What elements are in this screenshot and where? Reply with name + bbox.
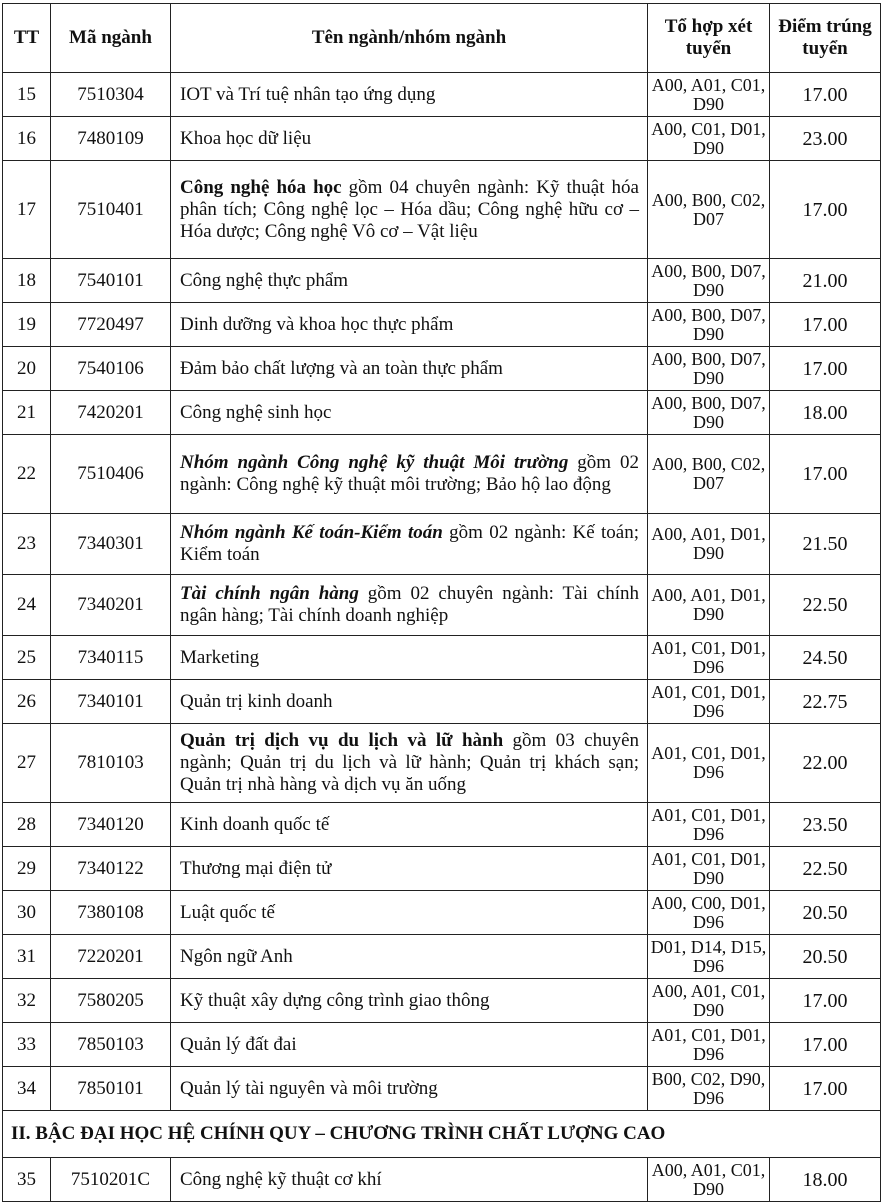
table-row [3,847,881,891]
row-score: 21.00 [770,259,881,303]
row-name [171,435,648,514]
row-combo: A00, B00, D07, D90 [648,259,770,303]
row-code: 7540106 [51,347,171,391]
row-code: 7340301 [51,514,171,575]
row-code: 7720497 [51,303,171,347]
row-combo: A01, C01, D01, D96 [648,636,770,680]
row-code: 7510304 [51,73,171,117]
row-tt: 25 [3,636,51,680]
row-combo: A01, C01, D01, D96 [648,1023,770,1067]
row-combo: A01, C01, D01, D96 [648,680,770,724]
row-score: 17.00 [770,347,881,391]
row-name: Kinh doanh quốc tế [171,803,648,847]
row-code: 7340120 [51,803,171,847]
row-code: 7340122 [51,847,171,891]
table-row [3,514,881,575]
row-name-bold: Công nghệ hóa học [180,176,342,198]
row-score: 17.00 [770,73,881,117]
row-combo: A00, C00, D01, D96 [648,891,770,935]
row-name: IOT và Trí tuệ nhân tạo ứng dụng [171,73,648,117]
table-row [3,803,881,847]
row-combo: A00, B00, C02, D07 [648,161,770,259]
row-name-bold: Nhóm ngành Kế toán-Kiểm toán [180,522,443,543]
row-tt: 28 [3,803,51,847]
row-score: 22.50 [770,575,881,636]
row-name: Công nghệ thực phẩm [171,259,648,303]
table-row [3,259,881,303]
row-score: 23.50 [770,803,881,847]
row-name: Kỹ thuật xây dựng công trình giao thông [171,979,648,1023]
row-name: Luật quốc tế [171,891,648,935]
row-combo: A00, A01, C01, D90 [648,979,770,1023]
row-score: 23.00 [770,117,881,161]
row-tt: 20 [3,347,51,391]
row-code: 7340201 [51,575,171,636]
row-combo: A00, B00, C02, D07 [648,435,770,514]
row-score: 17.00 [770,161,881,259]
row-tt: 30 [3,891,51,935]
row-tt: 35 [3,1158,51,1202]
section-row [3,1111,881,1158]
row-score: 17.00 [770,303,881,347]
row-score: 17.00 [770,1067,881,1111]
row-code: 7850103 [51,1023,171,1067]
row-name-bold: Nhóm ngành Công nghệ kỹ thuật Môi trường [180,452,569,473]
row-tt: 24 [3,575,51,636]
table-row [3,347,881,391]
row-score: 17.00 [770,435,881,514]
header-row [3,4,881,73]
table-row [3,680,881,724]
row-name-rest: gồm 03 chuyên ngành; Quản trị du lịch và lữ hành; Quản trị khách sạn; Quản trị nhà hàng và dịch vụ ăn uống [180,730,640,795]
row-tt: 29 [3,847,51,891]
section-title: II. BẬC ĐẠI HỌC HỆ CHÍNH QUY – CHƯƠNG TRÌNH CHẤT LƯỢNG CAO [3,1111,881,1158]
row-combo: A01, C01, D01, D90 [648,847,770,891]
row-score: 20.50 [770,891,881,935]
row-tt: 34 [3,1067,51,1111]
row-score: 18.00 [770,391,881,435]
header-tt: TT [3,4,51,73]
row-tt: 19 [3,303,51,347]
row-name [171,724,648,803]
row-tt: 31 [3,935,51,979]
row-name: Công nghệ kỹ thuật cơ khí [171,1158,648,1202]
row-code: 7510401 [51,161,171,259]
row-combo: A00, A01, C01, D90 [648,73,770,117]
header-code: Mã ngành [51,4,171,73]
row-combo: A00, A01, C01, D90 [648,1158,770,1202]
row-code: 7380108 [51,891,171,935]
row-tt: 27 [3,724,51,803]
row-name: Dinh dưỡng và khoa học thực phẩm [171,303,648,347]
row-combo: D01, D14, D15, D96 [648,935,770,979]
row-combo: A00, B00, D07, D90 [648,391,770,435]
row-score: 20.50 [770,935,881,979]
row-score: 22.75 [770,680,881,724]
row-name [171,514,648,575]
row-code: 7580205 [51,979,171,1023]
row-tt: 17 [3,161,51,259]
table-row [3,575,881,636]
table-row [3,935,881,979]
row-score: 22.00 [770,724,881,803]
row-code: 7510201C [51,1158,171,1202]
table-row [3,979,881,1023]
row-score: 17.00 [770,979,881,1023]
row-score: 24.50 [770,636,881,680]
row-score: 17.00 [770,1023,881,1067]
row-name: Công nghệ sinh học [171,391,648,435]
header-name: Tên ngành/nhóm ngành [171,4,648,73]
row-combo: A01, C01, D01, D96 [648,803,770,847]
row-name: Thương mại điện tử [171,847,648,891]
row-tt: 26 [3,680,51,724]
row-combo: A00, B00, D07, D90 [648,347,770,391]
row-tt: 16 [3,117,51,161]
row-code: 7510406 [51,435,171,514]
row-combo: A01, C01, D01, D96 [648,724,770,803]
table-row [3,73,881,117]
row-name-rest: gồm 02 ngành: Công nghệ kỹ thuật môi trường; Bảo hộ lao động [180,452,639,495]
row-score: 22.50 [770,847,881,891]
row-name-rest: gồm 02 chuyên ngành: Tài chính ngân hàng; Tài chính doanh nghiệp [180,583,639,626]
row-code: 7420201 [51,391,171,435]
row-name: Marketing [171,636,648,680]
table-body [3,73,881,1111]
row-tt: 15 [3,73,51,117]
row-name: Ngôn ngữ Anh [171,935,648,979]
row-tt: 18 [3,259,51,303]
row-name-bold: Tài chính ngân hàng [180,583,359,604]
table-row [3,117,881,161]
row-code: 7220201 [51,935,171,979]
row-code: 7480109 [51,117,171,161]
row-name [171,575,648,636]
row-combo: B00, C02, D90, D96 [648,1067,770,1111]
row-combo: A00, A01, D01, D90 [648,575,770,636]
row-code: 7540101 [51,259,171,303]
row-tt: 32 [3,979,51,1023]
row-name: Quản lý tài nguyên và môi trường [171,1067,648,1111]
row-code: 7850101 [51,1067,171,1111]
header-combo: Tổ hợp xét tuyển [648,4,770,73]
row-score: 18.00 [770,1158,881,1202]
table-row [3,724,881,803]
row-name [171,161,648,259]
table-row [3,303,881,347]
row-name: Quản lý đất đai [171,1023,648,1067]
header-score: Điểm trúng tuyển [770,4,881,73]
table-row [3,1067,881,1111]
row-combo: A00, C01, D01, D90 [648,117,770,161]
row-tt: 33 [3,1023,51,1067]
row-combo: A00, B00, D07, D90 [648,303,770,347]
table-row [3,891,881,935]
table-body-2 [3,1158,881,1202]
row-score: 21.50 [770,514,881,575]
row-code: 7340101 [51,680,171,724]
row-code: 7810103 [51,724,171,803]
admission-score-table [2,3,881,1202]
row-name-bold: Quản trị dịch vụ du lịch và lữ hành [180,730,504,751]
row-name-rest: gồm 04 chuyên ngành: Kỹ thuật hóa phân tích; Công nghệ lọc – Hóa dầu; Công nghệ hữu cơ – Hóa dược; Công nghệ Vô cơ – Vật liệu [180,176,639,242]
row-name: Khoa học dữ liệu [171,117,648,161]
row-name: Quản trị kinh doanh [171,680,648,724]
row-tt: 22 [3,435,51,514]
row-code: 7340115 [51,636,171,680]
row-combo: A00, A01, D01, D90 [648,514,770,575]
table-row [3,435,881,514]
row-tt: 23 [3,514,51,575]
table-row [3,636,881,680]
section-body [3,1111,881,1158]
table-row [3,391,881,435]
row-name: Đảm bảo chất lượng và an toàn thực phẩm [171,347,648,391]
table-row [3,161,881,259]
row-tt: 21 [3,391,51,435]
table-row [3,1158,881,1202]
table-row [3,1023,881,1067]
row-name-rest: gồm 02 ngành: Kế toán; Kiểm toán [180,522,640,565]
